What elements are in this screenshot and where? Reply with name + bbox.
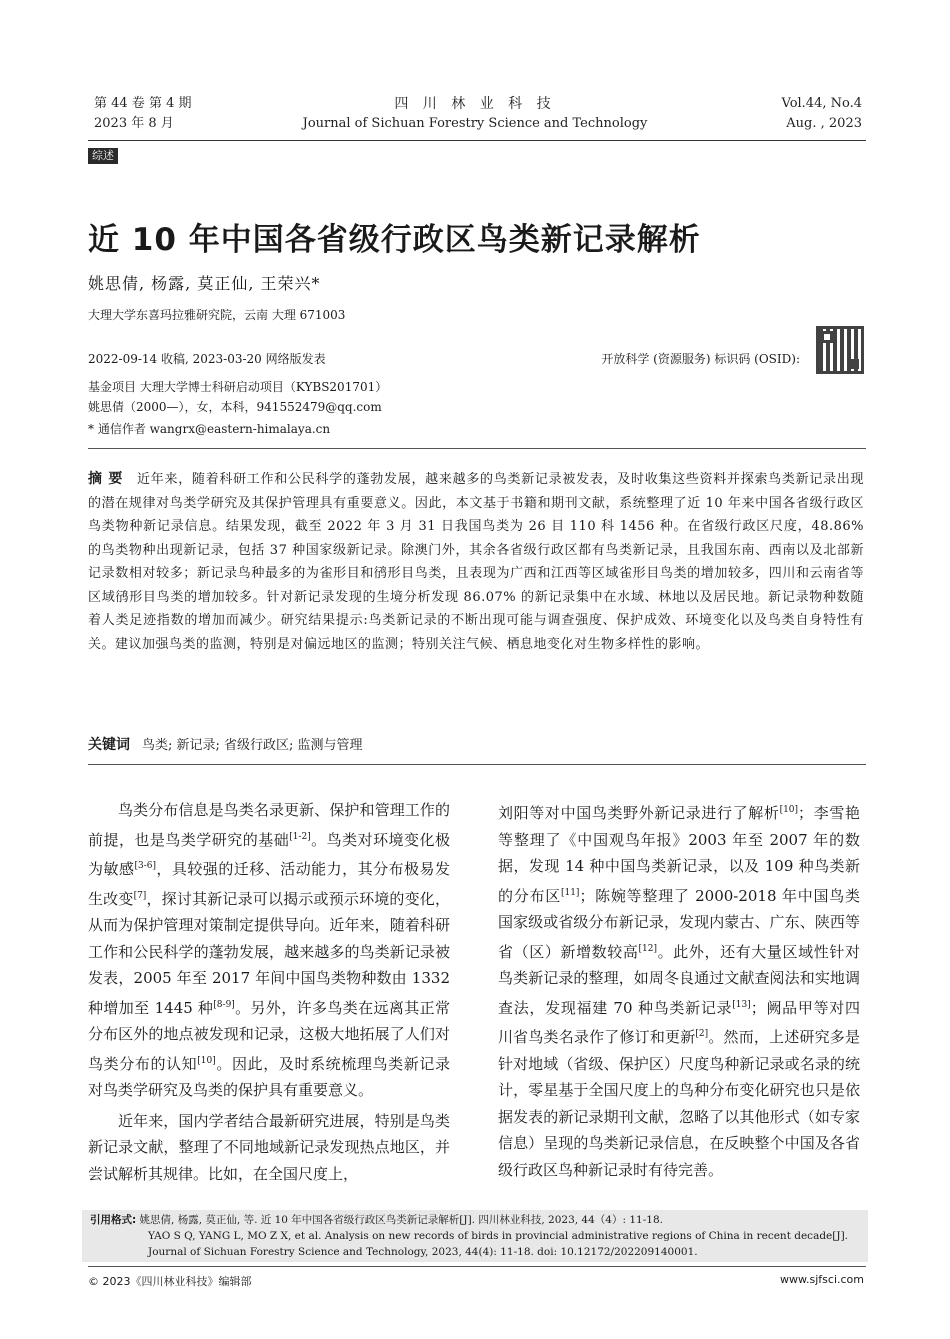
keywords-text: 鸟类; 新记录; 省级行政区; 监测与管理 (142, 738, 363, 753)
citation-ref[interactable]: [2] (695, 1029, 709, 1039)
footer-divider (88, 1266, 866, 1267)
body-paragraph: 鸟类分布信息是鸟类名录更新、保护和管理工作的前提，也是鸟类学研究的基础[1-2]。鸟类对环境变化极为敏感[3-6]，具较强的迁移、活动能力，其分布极易发生改变[7]，探讨其新记录可以揭示或预示环境的变化，从而为保护管理对策制定提供导向。近年来，随着科研工作和公民科学的蓬勃发展，越来越多的鸟类新记录被发表，2005 年至 2017 年间中国鸟类物种数由 1332 种增加至 1445 种[8-9]。另外，许多鸟类在远离其正常分布区外的地点被发现和记录，这极大地拓展了人们对鸟类分布的认知[10]。因此，及时系统梳理鸟类新记录对鸟类学研究及鸟类的保护具有重要意义。 (88, 801, 450, 1099)
keywords-label: 关键词 (88, 737, 130, 753)
section-tag: 综述 (88, 148, 118, 164)
date-cn: 2023 年 8 月 (94, 116, 174, 131)
corresponding-author: * 通信作者 wangrx@eastern-himalaya.cn (88, 422, 331, 436)
affiliation: 大理大学东喜玛拉雅研究院，云南 大理 671003 (88, 308, 346, 322)
citation-box (82, 1210, 868, 1262)
article-title: 近 10 年中国各省级行政区鸟类新记录解析 (88, 222, 701, 258)
body-column-left (88, 797, 450, 1191)
authors: 姚思倩, 杨露, 莫正仙, 王荣兴* (88, 274, 321, 293)
citation-ref[interactable]: [12] (638, 943, 658, 954)
citation-ref[interactable]: [8-9] (213, 999, 235, 1010)
citation-ref[interactable]: [3-6] (134, 861, 156, 871)
qr-code-icon[interactable] (816, 326, 864, 374)
header-journal (300, 94, 650, 134)
journal-name-en: Journal of Sichuan Forestry Science and Technology (302, 116, 648, 131)
citation-en: YAO S Q, YANG L, MO Z X, et al. Analysis on new records of birds in provincial administrative regions of China in recent decade[J]. Journal of Sichuan Forestry Science and Technology, 2023, 44(4): 11-18. doi: 10.12172/202209140001. (148, 1230, 848, 1258)
body-column-right (498, 797, 860, 1187)
date-en: Aug. , 2023 (786, 116, 862, 131)
body-paragraph: 刘阳等对中国鸟类野外新记录进行了解析[10]；李雪艳等整理了《中国观鸟年报》2003 年至 2007 年的数据，发现 14 种中国鸟类新记录，以及 109 种鸟类新的分布区[11]；陈婉等整理了 2000-2018 年中国鸟类国家级或省级分布新记录，发现内蒙古、广东、陕西等省（区）新增数较高[12]。此外，还有大量区域性针对鸟类新记录的整理，如周冬良通过文献查阅法和实地调查法，发现福建 70 种鸟类新记录[13]；阙品甲等对四川省鸟类名录作了修订和更新[2]。然而，上述研究多是针对地域（省级、保护区）尺度鸟种新记录或名录的统计，零星基于全国尺度上的鸟种分布变化研究也只是依据发表的新记录期刊文献，忽略了以其他形式（如专家信息）呈现的鸟类新记录信息，在反映整个中国及各省级行政区鸟种新记录时有待完善。 (498, 804, 860, 1179)
osid-label: 开放科学 (资源服务) 标识码 (OSID): (601, 352, 800, 366)
header-volume-cn (94, 94, 191, 134)
citation-cn: 姚思倩, 杨露, 莫正仙, 等. 近 10 年中国各省级行政区鸟类新记录解析[J]. 四川林业科技, 2023, 44（4）: 11-18. (139, 1214, 663, 1226)
citation-ref[interactable]: [13] (732, 999, 751, 1010)
author-info: 姚思倩（2000—），女，本科，941552479@qq.com (88, 400, 382, 414)
header-volume-en (782, 94, 863, 134)
volume-issue-en: Vol.44, No.4 (781, 96, 862, 111)
abstract-text: 近年来，随着科研工作和公民科学的蓬勃发展，越来越多的鸟类新记录被发表，及时收集这些资料并探索鸟类新记录出现的潜在规律对鸟类学研究及其保护管理具有重要意义。因此，本文基于书籍和期刊文献，系统整理了近 10 年来中国各省级行政区鸟类物种新记录信息。结果发现，截至 2022 年 3 月 31 日我国鸟类为 26 目 110 科 1456 种。在省级行政区尺度，48.86% 的鸟类物种出现新记录，包括 37 种国家级新记录。除澳门外，其余各省级行政区都有鸟类新记录，且我国东南、西南以及北部新记录数相对较多；新记录鸟种最多的为雀形目和鸻形目鸟类，且表现为广西和江西等区域雀形目鸟类的增加较多，四川和云南省等区域鸻形目鸟类的增加较多。针对新记录发现的生境分析发现 86.07% 的新记录集中在水域、林地以及居民地。新记录物种数随着人类足迹指数的增加而减少。研究结果提示:鸟类新记录的不断出现可能与调查强度、保护成效、环境变化以及鸟类自身特性有关。建议加强鸟类的监测，特别是对偏远地区的监测；特别关注气候、栖息地变化对生物多样性的影响。 (88, 472, 864, 652)
keywords (88, 734, 363, 754)
website-link[interactable]: www.sjfsci.com (780, 1273, 864, 1286)
keywords-divider (88, 764, 866, 765)
header-divider (88, 140, 866, 141)
citation-ref[interactable]: [10] (197, 1055, 216, 1066)
received-date: 2022-09-14 收稿, 2023-03-20 网络版发表 (88, 352, 326, 366)
journal-name-cn: 四 川 林 业 科 技 (394, 96, 556, 112)
citation-ref[interactable]: [10] (779, 805, 799, 815)
citation-ref[interactable]: [1-2] (289, 831, 311, 842)
body-paragraph: 近年来，国内学者结合最新研究进展，特别是鸟类新记录文献，整理了不同地域新记录发现热点地区，并尝试解析其规律。比如，在全国尺度上， (88, 1111, 450, 1183)
volume-issue-cn: 第 44 卷 第 4 期 (94, 96, 192, 111)
meta-divider (88, 448, 866, 449)
abstract-label: 摘 要 (88, 471, 124, 487)
fund-info: 基金项目 大理大学博士科研启动项目（KYBS201701） (88, 380, 388, 394)
citation-ref[interactable]: [11] (560, 887, 580, 898)
citation-ref[interactable]: [7] (133, 890, 147, 901)
abstract (88, 468, 864, 656)
copyright: © 2023《四川林业科技》编辑部 (88, 1275, 252, 1288)
citation-label: 引用格式: (90, 1214, 137, 1226)
